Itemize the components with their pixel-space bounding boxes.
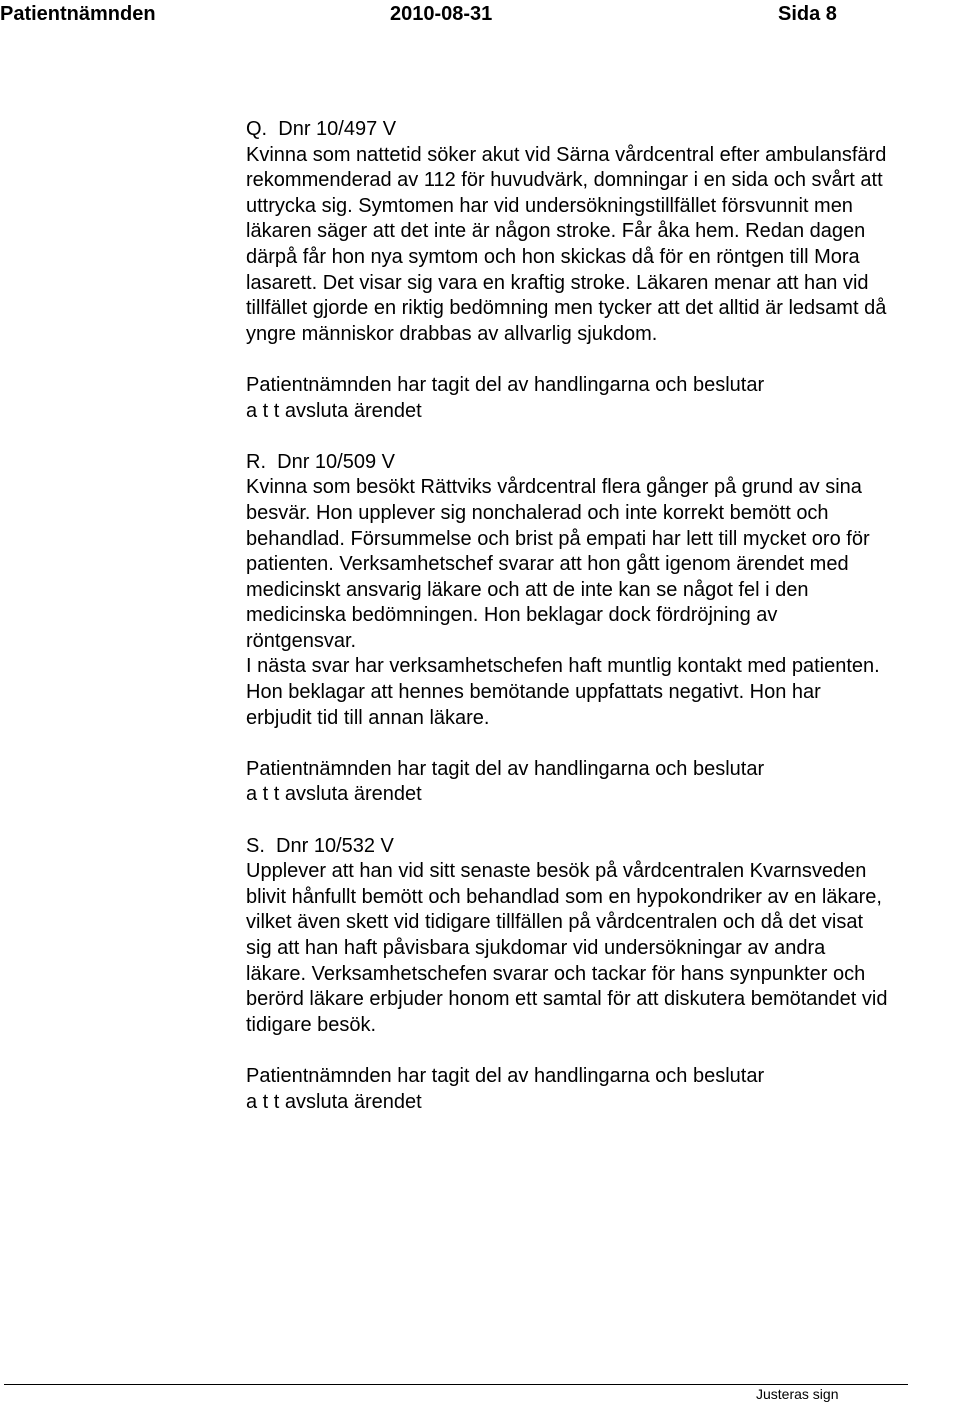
case-text-line: läkaren säger att det inte är någon stroke. Får åka hem. Redan dagen [246,220,866,243]
decision-line: a t t avsluta ärendet [246,1090,422,1113]
case-text-line: medicinskt ansvarig läkare och att de inte kan se något fel i den [246,578,809,601]
case-text-line: Kvinna som besökt Rättviks vårdcentral flera gånger på grund av sina [246,476,862,499]
decision-line: a t t avsluta ärendet [246,783,422,806]
case-id: Q. [246,118,268,140]
footer-sign-label: Justeras sign [756,1386,839,1402]
case-dnr: Dnr 10/532 V [276,834,394,857]
case-text-line: erbjudit tid till annan läkare. [246,706,490,729]
case-text-line: rekommenderad av 112 för huvudvärk, domningar i en sida och svårt att [246,169,883,192]
decision-line: Patientnämnden har tagit del av handlingarna och beslutar [246,373,765,396]
case-id: S. [246,834,265,857]
case-text-line: Kvinna som nattetid söker akut vid Särna vårdcentral efter ambulansfärd [246,143,887,166]
case-text-line: läkare. Verksamhetschefen svarar och tackar för hans synpunkter och [246,962,866,985]
case-text-line: I nästa svar har verksamhetschefen haft muntlig kontakt med patienten. [246,655,880,678]
case-text-line: tillfället gjorde en riktig bedömning men tycker att det alltid är ledsamt då [246,297,887,320]
case-s [246,834,960,1116]
case-text-line: vilket även skett vid tidigare tillfällen på vårdcentralen och då det visat [246,911,864,934]
case-heading [246,450,960,476]
header-org: Patientnämnden [0,3,156,25]
case-text-line: berörd läkare erbjuder honom ett samtal för att diskutera bemötandet vid [246,988,888,1011]
header-date: 2010-08-31 [390,3,493,25]
case-dnr: Dnr 10/509 V [277,450,395,473]
case-q [246,117,960,450]
case-r [246,450,960,834]
decision-line: a t t avsluta ärendet [246,399,422,422]
case-text-line: behandlad. Försummelse och brist på empati har lett till mycket oro för [246,527,870,550]
page-header [0,0,960,30]
case-text-line: medicinska bedömningen. Hon beklagar dock fördröjning av [246,604,778,627]
case-text-line: Upplever att han vid sitt senaste besök på vårdcentralen Kvarnsveden [246,860,867,883]
case-text-line: Hon beklagar att hennes bemötande uppfattats negativt. Hon har [246,681,821,704]
decision-line: Patientnämnden har tagit del av handlingarna och beslutar [246,757,765,780]
case-text-line: därpå får hon nya symtom och hon skickas då för en röntgen till Mora [246,245,860,268]
decision-line: Patientnämnden har tagit del av handlingarna och beslutar [246,1064,765,1087]
case-text-line: tidigare besök. [246,1013,377,1036]
case-text-line: besvär. Hon upplever sig nonchalerad och inte korrekt bemött och [246,501,829,524]
footer-divider [4,1384,908,1385]
case-id: R. [246,450,266,473]
header-page-number: Sida 8 [778,3,837,25]
case-heading [246,117,960,143]
case-heading [246,834,960,860]
case-text-line: patienten. Verksamhetschef svarar att hon gått igenom ärendet med [246,553,849,576]
case-text-line: uttrycka sig. Symtomen har vid undersökningstillfället försvunnit men [246,194,853,217]
case-text-line: blivit hånfullt bemött och behandlad som en hypokondriker av en läkare, [246,885,882,908]
case-text-line: röntgensvar. [246,629,357,652]
case-text-line: lasarett. Det visar sig vara en kraftig stroke. Läkaren menar att han vid [246,271,869,294]
case-text-line: sig att han haft påvisbara sjukdomar vid undersökningar av andra [246,937,826,959]
document-body [246,117,960,1115]
case-text-line: yngre människor drabbas av allvarlig sjukdom. [246,322,658,345]
case-dnr: Dnr 10/497 V [278,118,397,140]
